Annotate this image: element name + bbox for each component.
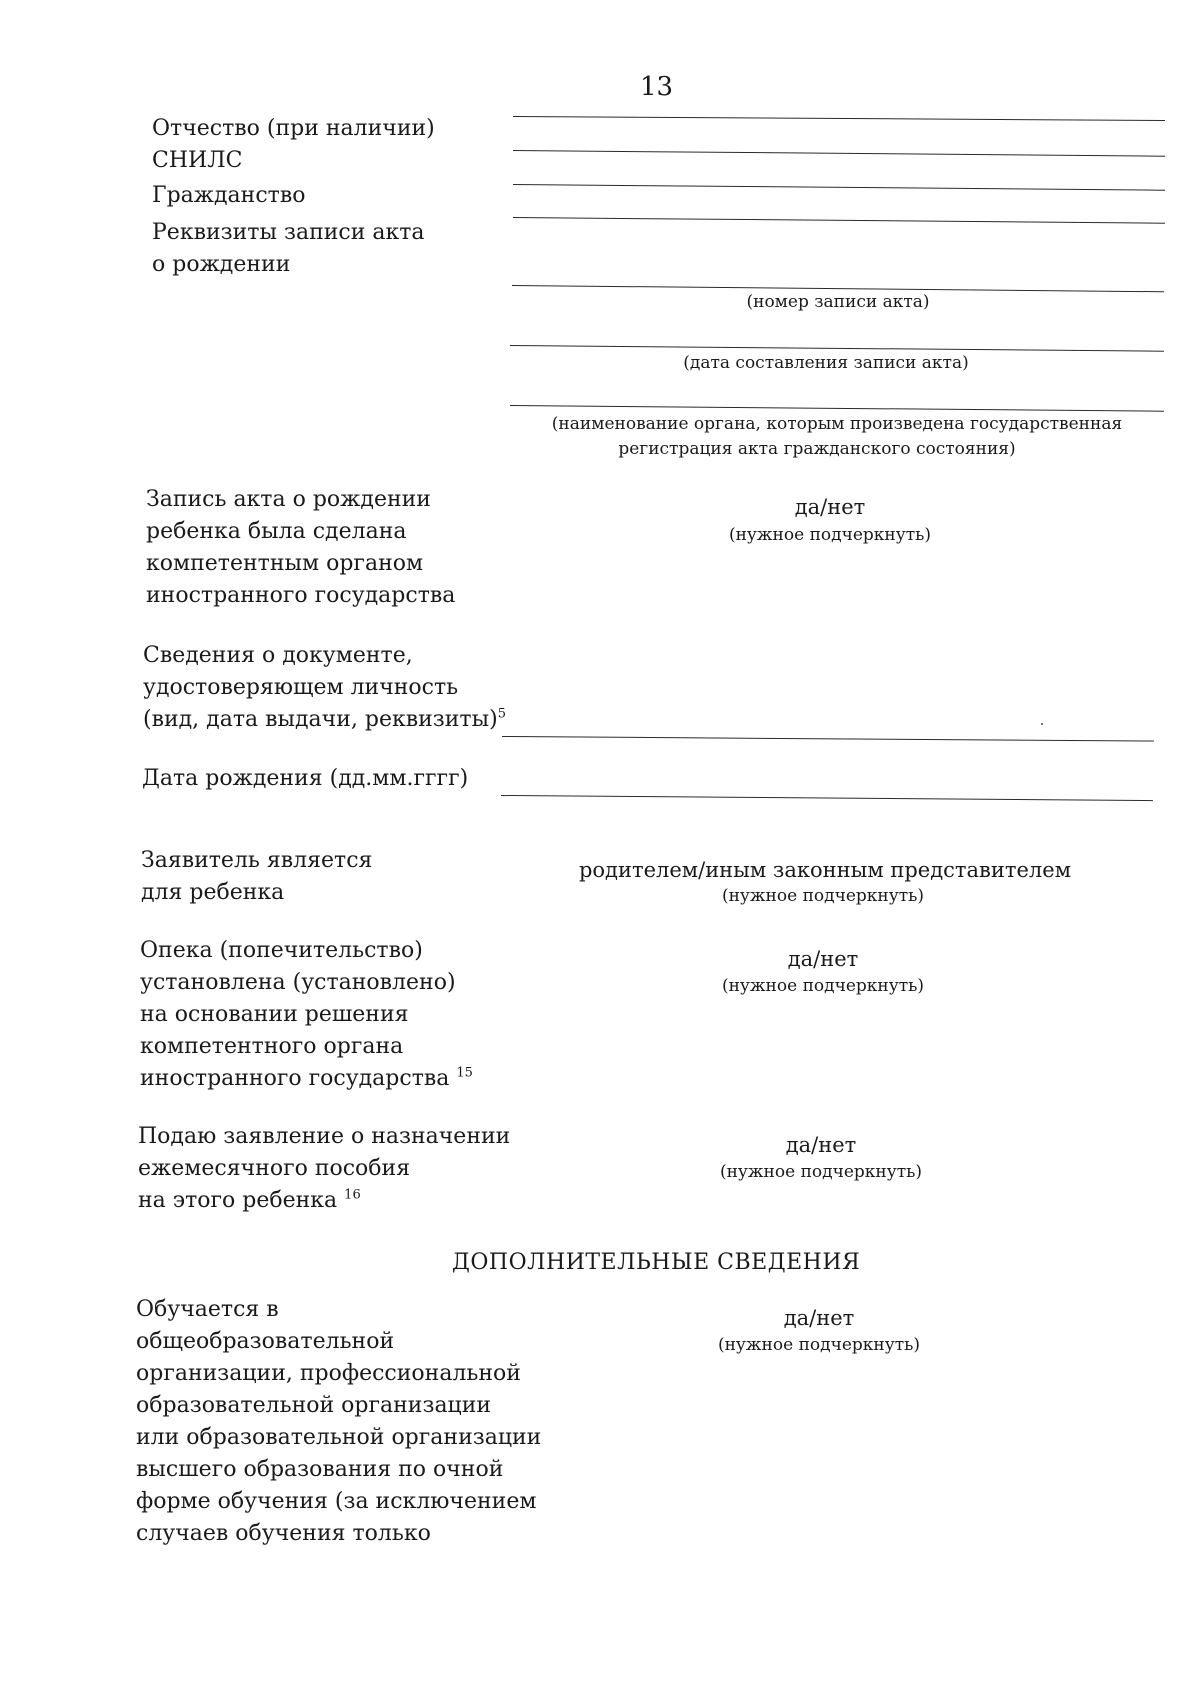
monthly-benefit-choice[interactable]: да/нет	[785, 1133, 857, 1157]
authority-caption-line1: (наименование органа, которым произведена государственная	[551, 414, 1123, 434]
record-number-caption: (номер записи акта)	[746, 292, 930, 312]
applicant-role-choice[interactable]: родителем/иным законным представителем	[578, 858, 1072, 882]
section-title: ДОПОЛНИТЕЛЬНЫЕ СВЕДЕНИЯ	[452, 1250, 861, 1275]
monthly-benefit-label: Подаю заявление о назначении ежемесячного пособия на этого ребенка $^{16}$	[138, 1124, 511, 1213]
footnote-15: 15	[456, 1065, 473, 1081]
birth-record-label: Реквизиты записи акта о рождении	[152, 220, 425, 277]
authority-line[interactable]	[510, 405, 1164, 412]
applicant-role-hint: (нужное подчеркнуть)	[721, 886, 925, 906]
foreign-record-hint: (нужное подчеркнуть)	[728, 525, 932, 545]
authority-caption-line2: регистрация акта гражданского состояния)	[618, 439, 1016, 459]
foreign-record-label: Запись акта о рождении ребенка была сделана компетентным органом иностранного государства	[146, 487, 456, 608]
record-date-caption: (дата составления записи акта)	[683, 353, 969, 373]
guardianship-label: Опека (попечительство) установлена (установлено) на основании решения компетентного органа иностранного государства $^{15}$	[140, 938, 473, 1091]
guardianship-choice[interactable]: да/нет	[787, 947, 859, 971]
education-choice[interactable]: да/нет	[783, 1306, 855, 1330]
guardianship-hint: (нужное подчеркнуть)	[721, 976, 925, 996]
monthly-benefit-hint: (нужное подчеркнуть)	[719, 1162, 923, 1182]
education-label: Обучается в общеобразовательной организации, профессиональной образовательной организации или образовательной организации высшего образования по очной форме обучения (за исключением случаев обучения только	[136, 1297, 542, 1546]
snils-label: СНИЛС	[152, 148, 243, 173]
identity-doc-line[interactable]	[502, 736, 1154, 742]
education-hint: (нужное подчеркнуть)	[717, 1335, 921, 1355]
birth-date-line[interactable]	[501, 795, 1153, 801]
snils-field-line[interactable]	[513, 150, 1165, 157]
patronymic-field-line[interactable]	[513, 116, 1165, 121]
footnote-5: 5	[497, 706, 506, 722]
birth-date-label: Дата рождения (дд.мм.гггг)	[142, 766, 469, 791]
scan-dot	[1041, 723, 1043, 725]
extra-field-line[interactable]	[513, 217, 1165, 224]
applicant-role-label: Заявитель является для ребенка	[141, 848, 373, 905]
foreign-record-choice[interactable]: да/нет	[794, 495, 866, 519]
citizenship-field-line[interactable]	[513, 184, 1165, 191]
patronymic-label: Отчество (при наличии)	[152, 116, 435, 141]
citizenship-label: Гражданство	[152, 183, 306, 208]
identity-doc-label: Сведения о документе, удостоверяющем личность (вид, дата выдачи, реквизиты)$^5$	[143, 643, 506, 732]
page-number: 13	[640, 72, 674, 102]
footnote-16: 16	[344, 1187, 361, 1203]
